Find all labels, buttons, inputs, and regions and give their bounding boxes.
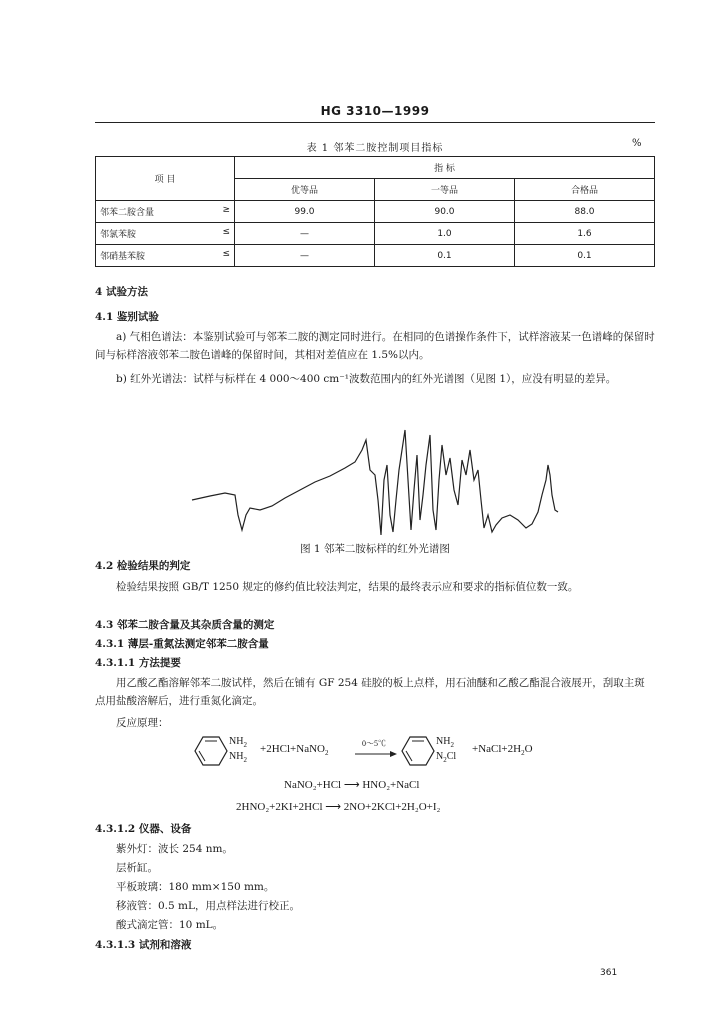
section-heading: 4.3 邻苯二胺含量及其杂质含量的测定 bbox=[95, 619, 275, 631]
table-row bbox=[96, 245, 655, 267]
paragraph: 用乙酸乙酯溶解邻苯二胺试样，然后在铺有 GF 254 硅胶的板上点样，用石油醚和乙酸乙酯混合液展开，刮取主斑点用盐酸溶解后，进行重氮化滴定。 bbox=[95, 677, 645, 707]
equipment-item: 层析缸。 bbox=[116, 862, 158, 874]
table-cell: 1.0 bbox=[375, 223, 515, 245]
reactant-reagents: +2HCl+NaNO bbox=[260, 743, 325, 755]
table-row bbox=[96, 223, 655, 245]
section-heading: 4.1 鉴别试验 bbox=[95, 311, 159, 323]
table-cell: 1.6 bbox=[515, 223, 655, 245]
row-comparator: ≤ bbox=[222, 227, 230, 237]
table-cell: — bbox=[235, 223, 375, 245]
section-heading: 4.3.1.2 仪器、设备 bbox=[95, 823, 192, 835]
table-header-grade: 优等品 bbox=[235, 179, 375, 201]
section-heading: 4.2 检验结果的判定 bbox=[95, 560, 191, 572]
section-heading: 4 试验方法 bbox=[95, 286, 148, 298]
equipment-item: 移液管：0.5 mL，用点样法进行校正。 bbox=[116, 900, 300, 912]
row-comparator: ≤ bbox=[222, 249, 230, 259]
paragraph: 检验结果按照 GB/T 1250 规定的修约值比较法判定，结果的最终表示应和要求的指标值位数一致。 bbox=[116, 581, 579, 593]
reaction-condition: 0～5℃ bbox=[362, 739, 386, 748]
row-name: 邻氯苯胺 bbox=[100, 230, 137, 240]
document-page: HG 3310—1999 表 1 邻苯二胺控制项目指标 % 项 目 指 标 优等品 一等品 合格品 邻苯二胺含量 ≥ 99.0 90.0 88.0 邻氯苯胺 ≤ — 1.0 1.6 邻硝基苯胺 ≤ — 0.1 0.1 4 试验方法 4.1 鉴别试验 a) 气相色谱法：本鉴别试验可与邻苯二胺的测定同时进行。在相同的色谱操作条件下，试样溶液某一色谱峰的保留时间与标样溶液邻苯二胺色谱峰的保留时间，其相对差值应在 1.5%以内。 b) 红外光谱法：试样与标样在 4 000～400 cm⁻¹波数范围内的红外光谱图（见图 1），应没有明显的差异。 图 1 邻苯二胺标样的红外光谱图 4.2 检验结果的判定 检验结果按照 GB/T 1250 规定的修约值比较法判定，结果的最终表示应和要求的指标值位数一致。 4.3 邻苯二胺含量及其杂质含量的测定 4.3.1 薄层-重氮法测定邻苯二胺含量 4.3.1.1 方法提要 用乙酸乙酯溶解邻苯二胺试样，然后在铺有 GF 254 硅胶的板上点样，用石油醚和乙酸乙酯混合液展开，刮取主斑点用盐酸溶解后，进行重氮化滴定。 反应原理： $NH_2$ $NH_2$ +2HCl+NaNO$_2$ 0～5℃ $NH_2$ $N_2Cl$ $+NaCl+2H_2O$ NaNO₂+HCl ⟶ HNO₂+NaCl 2HNO₂+2KI+2HCl ⟶ 2NO+2KCl+2H₂O+I₂ 4.3.1.2 仪器、设备 紫外灯：波长 254 nm。 层析缸。 平板玻璃：180 mm×150 mm。 移液管：0.5 mL，用点样法进行校正。 酸式滴定管：10 mL。 4.3.1.3 试剂和溶液 361 bbox=[95, 104, 655, 978]
header-rule bbox=[95, 122, 655, 123]
reaction-label: 反应原理： bbox=[116, 717, 169, 729]
product-diazonium-groups: $NH_2$ $N_2Cl$ bbox=[436, 736, 457, 764]
reaction-products: +NaCl+2H bbox=[472, 743, 522, 755]
table-cell: 0.1 bbox=[515, 245, 655, 267]
equipment-item: 紫外灯：波长 254 nm。 bbox=[116, 843, 233, 855]
paragraph: b) 红外光谱法：试样与标样在 4 000～400 cm⁻¹波数范围内的红外光谱图（见图 1），应没有明显的差异。 bbox=[116, 373, 617, 385]
reaction-equation-2: NaNO₂+HCl ⟶ HNO₂+NaCl bbox=[284, 779, 420, 791]
standard-header: HG 3310—1999 bbox=[320, 104, 430, 118]
table-header-grade: 合格品 bbox=[515, 179, 655, 201]
table-header-index: 指 标 bbox=[235, 157, 655, 179]
reactant-amine-groups: $NH_2$ $NH_2$ bbox=[229, 736, 247, 764]
page-number: 361 bbox=[600, 968, 618, 978]
table-unit: % bbox=[632, 138, 642, 149]
table-cell: 0.1 bbox=[375, 245, 515, 267]
table-caption: 表 1 邻苯二胺控制项目指标 bbox=[306, 143, 444, 154]
table-header-item: 项 目 bbox=[96, 157, 235, 201]
section-heading: 4.3.1.1 方法提要 bbox=[95, 657, 181, 669]
reaction-equation-3: 2HNO₂+2KI+2HCl ⟶ 2NO+2KCl+2H₂O+I₂ bbox=[236, 801, 441, 813]
section-heading: 4.3.1.3 试剂和溶液 bbox=[95, 939, 192, 951]
table-row bbox=[96, 201, 655, 223]
row-name: 邻硝基苯胺 bbox=[100, 252, 146, 262]
section-heading: 4.3.1 薄层-重氮法测定邻苯二胺含量 bbox=[95, 638, 269, 650]
figure-caption: 图 1 邻苯二胺标样的红外光谱图 bbox=[300, 543, 450, 555]
row-name: 邻苯二胺含量 bbox=[100, 208, 155, 218]
ir-spectrum-figure bbox=[190, 420, 560, 545]
table-header-grade: 一等品 bbox=[375, 179, 515, 201]
table-cell: 88.0 bbox=[515, 201, 655, 223]
table-cell: 99.0 bbox=[235, 201, 375, 223]
benzene-ring-icon bbox=[193, 733, 233, 769]
equipment-item: 平板玻璃：180 mm×150 mm。 bbox=[116, 881, 275, 893]
spec-table bbox=[95, 156, 655, 267]
equipment-item: 酸式滴定管：10 mL。 bbox=[116, 919, 224, 931]
ir-spectrum-curve bbox=[192, 430, 558, 535]
table-cell: 90.0 bbox=[375, 201, 515, 223]
table-cell: — bbox=[235, 245, 375, 267]
reaction-arrow-icon bbox=[355, 750, 397, 758]
paragraph: a) 气相色谱法：本鉴别试验可与邻苯二胺的测定同时进行。在相同的色谱操作条件下，试样溶液某一色谱峰的保留时间与标样溶液邻苯二胺色谱峰的保留时间，其相对差值应在 1.5%以内。 bbox=[95, 331, 655, 361]
row-comparator: ≥ bbox=[222, 205, 230, 215]
benzene-ring-icon bbox=[400, 733, 440, 769]
